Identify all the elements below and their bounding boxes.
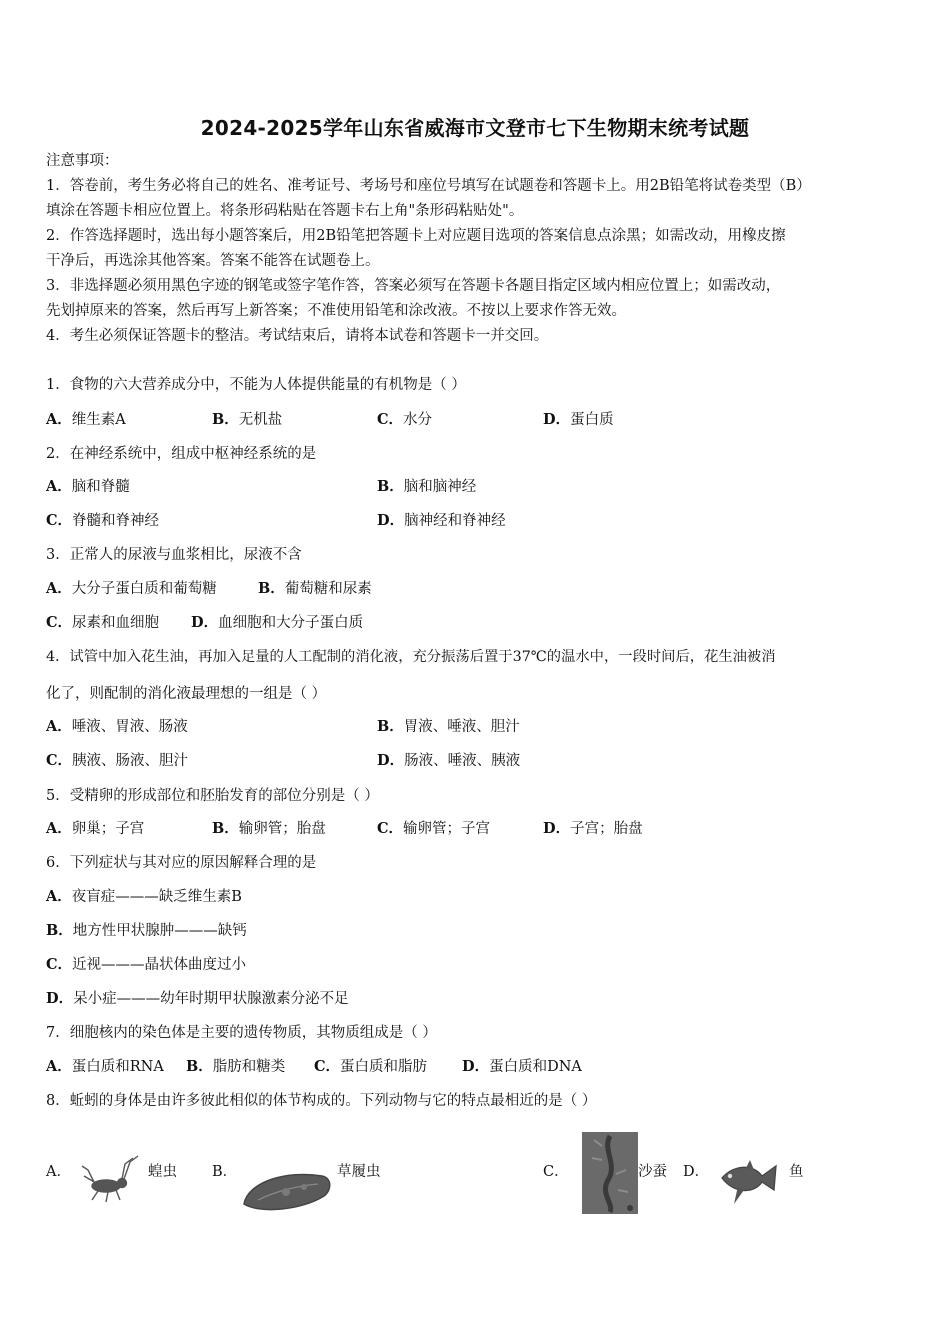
question-1-option-b: B．无机盐 [212,411,283,428]
question-6-option-b: B．地方性甲状腺肿———缺钙 [46,922,247,939]
question-3-stem: 3．正常人的尿液与血浆相比，尿液不含 [46,547,302,563]
question-7-option-a: A．蛋白质和RNA [46,1058,164,1075]
question-2-option-b: B．脑和脑神经 [377,478,477,495]
question-6-option-d: D．呆小症———幼年时期甲状腺激素分泌不足 [46,990,349,1007]
note-line: 3．非选择题必须用黑色字迹的钢笔或签字笔作答，答案必须写在答题卡各题目指定区域内相应位置上；如需改动， [46,278,781,294]
question-7-stem: 7．细胞核内的染色体是主要的遗传物质，其物质组成是（ ） [46,1025,437,1041]
question-5-stem: 5．受精卵的形成部位和胚胎发育的部位分别是（ ） [46,788,379,804]
question-4-option-d: D．肠液、唾液、胰液 [377,752,521,769]
question-5-option-b: B．输卵管；胎盘 [212,820,326,837]
question-8-option-c-text: 沙蚕 [638,1164,667,1180]
question-6-option-c: C．近视———晶状体曲度过小 [46,956,247,973]
question-7-option-c: C．蛋白质和脂肪 [314,1058,428,1075]
question-4-stem-continued: 化了，则配制的消化液最理想的一组是（ ） [46,686,327,702]
sandworm-image [580,1130,640,1216]
fish-image [716,1156,780,1212]
question-7-option-b: B．脂肪和糖类 [186,1058,286,1075]
question-3-option-c: C．尿素和血细胞 [46,614,160,631]
note-line: 干净后，再选涂其他答案。答案不能答在试题卷上。 [46,253,380,269]
question-5-option-a: A．卵巢；子宫 [46,820,145,837]
question-8-option-c-letter: C． [543,1164,569,1180]
question-3-option-a: A．大分子蛋白质和葡萄糖 [46,580,217,597]
question-4-stem: 4．试管中加入花生油，再加入足量的人工配制的消化液，充分振荡后置于37℃的温水中，一段时间后，花生油被消 [46,649,776,665]
question-8-option-a-text: 蝗虫 [148,1164,177,1180]
question-2-stem: 2．在神经系统中，组成中枢神经系统的是 [46,446,317,462]
note-line: 1．答卷前，考生务必将自己的姓名、准考证号、考场号和座位号填写在试题卷和答题卡上。用2B铅笔将试卷类型（B） [46,178,811,194]
note-line: 4．考生必须保证答题卡的整洁。考试结束后，请将本试卷和答题卡一并交回。 [46,328,549,344]
notes-heading: 注意事项： [46,153,119,169]
question-8-option-d-text: 鱼 [789,1164,804,1180]
question-8-option-b-letter: B． [212,1164,238,1180]
question-6-stem: 6．下列症状与其对应的原因解释合理的是 [46,855,317,871]
question-7-option-d: D．蛋白质和DNA [462,1058,582,1075]
paramecium-image [238,1168,334,1214]
question-1-option-d: D．蛋白质 [543,411,614,428]
question-1-option-c: C．水分 [377,411,433,428]
question-3-option-d: D．血细胞和大分子蛋白质 [191,614,364,631]
question-1-stem: 1．食物的六大营养成分中，不能为人体提供能量的有机物是（ ） [46,377,466,393]
question-8-stem: 8．蚯蚓的身体是由许多彼此相似的体节构成的。下列动物与它的特点最相近的是（ ） [46,1093,597,1109]
note-line: 填涂在答题卡相应位置上。将条形码粘贴在答题卡右上角"条形码粘贴处"。 [46,203,524,219]
question-4-option-a: A．唾液、胃液、肠液 [46,718,188,735]
question-4-option-c: C．胰液、肠液、胆汁 [46,752,189,769]
locust-image [78,1152,140,1204]
question-5-option-d: D．子宫；胎盘 [543,820,643,837]
note-line: 2．作答选择题时，选出每小题答案后，用2B铅笔把答题卡上对应题目选项的答案信息点涂黑；如需改动，用橡皮擦 [46,228,786,244]
question-5-option-c: C．输卵管；子宫 [377,820,491,837]
page-title: 2024-2025学年山东省威海市文登市七下生物期末统考试题 [200,116,750,140]
question-8-option-b-text: 草履虫 [337,1164,381,1180]
question-1-option-a: A．维生素A [46,411,126,428]
question-6-option-a: A．夜盲症———缺乏维生素B [46,888,242,905]
note-line: 先划掉原来的答案，然后再写上新答案；不准使用铅笔和涂改液。不按以上要求作答无效。 [46,303,626,319]
question-2-option-a: A．脑和脊髓 [46,478,130,495]
question-2-option-c: C．脊髓和脊神经 [46,512,160,529]
question-3-option-b: B．葡萄糖和尿素 [258,580,372,597]
question-2-option-d: D．脑神经和脊神经 [377,512,506,529]
question-8-option-d-letter: D． [683,1164,710,1180]
question-4-option-b: B．胃液、唾液、胆汁 [377,718,520,735]
question-8-option-a-letter: A． [46,1164,71,1180]
